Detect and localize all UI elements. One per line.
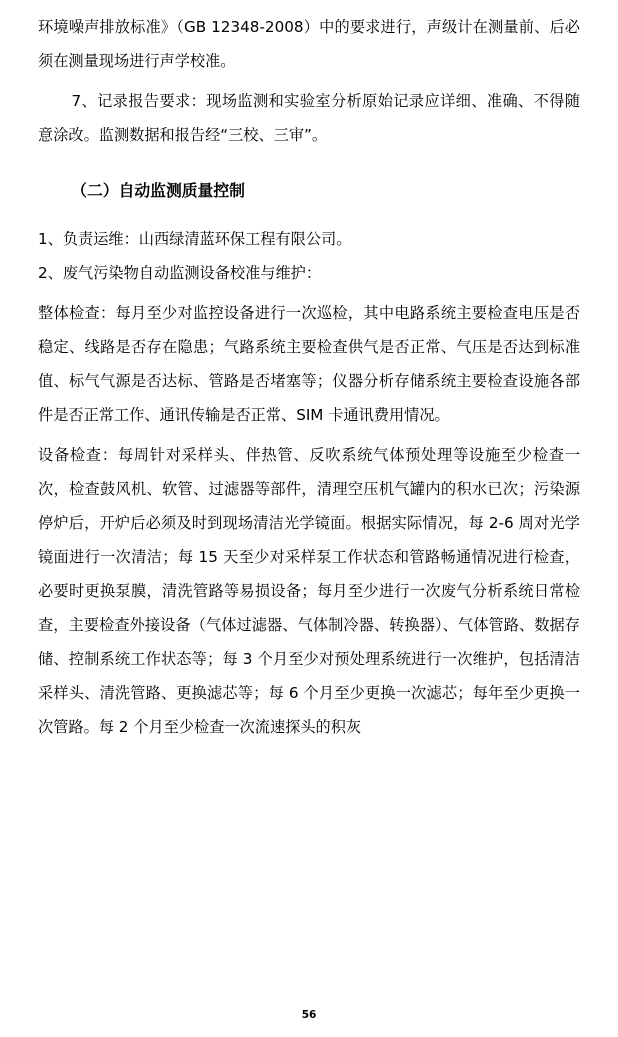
paragraph-operation-company: 1、负责运维：山西绿清蓝环保工程有限公司。	[38, 230, 352, 248]
section-heading-auto-monitoring: （二）自动监测质量控制	[71, 181, 245, 200]
spacer	[38, 152, 580, 174]
paragraph-record-report: 7、记录报告要求：现场监测和实验室分析原始记录应详细、准确、不得随意涂改。监测数据和报告经“三校、三审”。	[38, 92, 580, 144]
paragraph-equipment-calibration: 2、废气污染物自动监测设备校准与维护：	[38, 264, 322, 282]
spacer	[38, 208, 580, 222]
paragraph-noise-standard: 环境噪声排放标准》（GB 12348-2008）中的要求进行，声级计在测量前、后必须在测量现场进行声学校准。	[38, 18, 580, 70]
page-number: 56	[301, 1009, 317, 1021]
paragraph-device-inspection: 设备检查：每周针对采样头、伴热管、反吹系统气体预处理等设施至少检查一次，检查鼓风机、软管、过滤器等部件，清理空压机气罐内的积水已次；污染源停炉后，开炉后必须及时到现场清洁光学镜面。根据实际情况，每 2-6 周对光学镜面进行一次清洁；每 15 天至少对采样泵工作状态和管路畅通情况进行检查，必要时更换泵膜，清洗管路等易损设备；每月至少进行一次废气分析系统日常检查，主要检查外接设备（气体过滤器、气体制冷器、转换器）、气体管路、数据存储、控制系统工作状态等；每 3 个月至少对预处理系统进行一次维护，包括清洁采样头、清洗管路、更换滤芯等；每 6 个月至少更换一次滤芯；每年至少更换一次管路。每 2 个月至少检查一次流速探头的积灰	[38, 446, 580, 736]
paragraph-overall-inspection: 整体检查：每月至少对监控设备进行一次巡检，其中电路系统主要检查电压是否稳定、线路是否存在隐患；气路系统主要检查供气是否正常、气压是否达到标准值、标气气源是否达标、管路是否堵塞等；仪器分析存储系统主要检查设施各部件是否正常工作、通讯传输是否正常、SIM 卡通讯费用情况。	[38, 304, 580, 424]
